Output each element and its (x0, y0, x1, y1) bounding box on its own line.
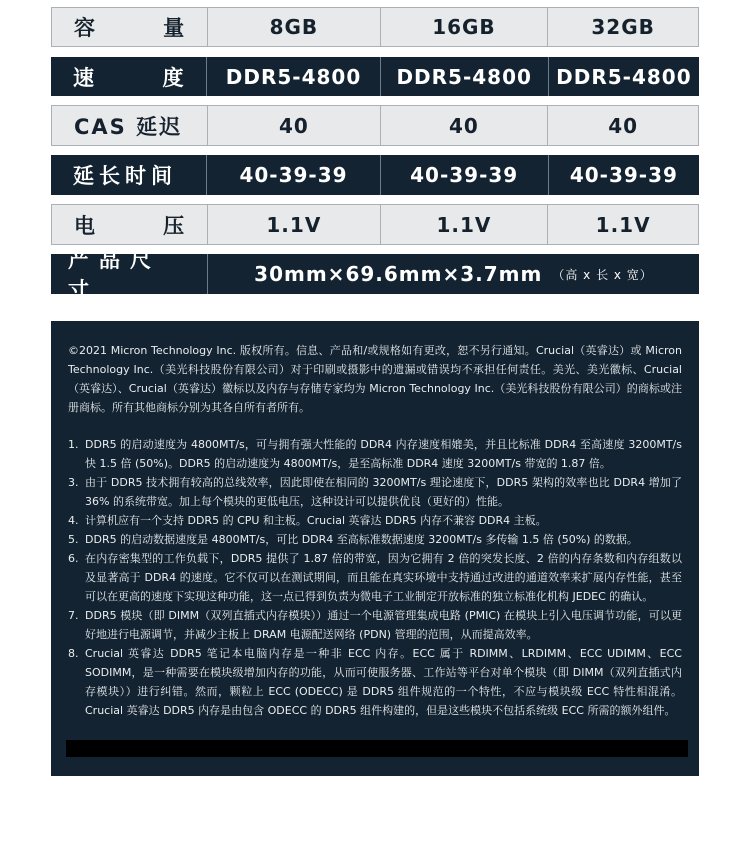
footnote-item: 8. Crucial 英睿达 DDR5 笔记本电脑内存是一种非 ECC 内存。ECC 属于 RDIMM、LRDIMM、ECC UDIMM、ECC SODIMM，是一种需要在模块级增加内存的功能，从而可使服务器、工作站等平台对单个模块（即 DIMM（双列直插式内存模块））进行纠错。然而，颗粒上 ECC (ODECC) 是 DDR5 组件规范的一个特性，不应与模块级 ECC 特性相混淆。Crucial 英睿达 DDR5 内存是由包含 ODECC 的 DDR5 组件构建的，但是这些模块不包括系统级 ECC 所需的额外组件。 (68, 647, 682, 717)
spec-label-timing: 延长时间 (73, 164, 177, 188)
spec-value: 32GB (547, 8, 698, 46)
spec-row-speed (51, 57, 699, 96)
spec-value: 40 (547, 106, 698, 145)
footnote-item: 3. 由于 DDR5 技术拥有较高的总线效率，因此即使在相同的 3200MT/s 理论速度下，DDR5 架构的效率也比 DDR4 增加了 36% 的系统带宽。加上每个模块的更低电压，这种设计可以提供优良（更好的）性能。 (68, 476, 682, 508)
copyright-text: ©2021 Micron Technology Inc. 版权所有。信息、产品和/或规格如有更改，恕不另行通知。Crucial（英睿达）或 Micron Technology Inc.（美光科技股份有限公司）对于印刷或摄影中的遗漏或错误均不承担任何责任。美光、美光徽标、Crucial（英睿达）、Crucial（英睿达）徽标以及内存与存储专家均为 Micron Technology Inc.（美光科技股份有限公司）的商标或注册商标。所有其他商标分别为其各自所有者所有。 (68, 344, 682, 414)
spec-label-voltage: 电 压 (74, 213, 185, 238)
spec-value: 40 (380, 106, 548, 145)
spec-label-capacity: 容 量 (74, 16, 185, 40)
spec-value: 40-39-39 (380, 155, 548, 195)
spec-value: 1.1V (207, 205, 380, 244)
redaction-bar (66, 740, 688, 757)
dimensions-text: 30mm×69.6mm×3.7mm (254, 262, 543, 286)
footnote-item: 5. DDR5 的启动数据速度是 4800MT/s，可比 DDR4 至高标准数据速度 3200MT/s 多传输 1.5 倍 (50%) 的数据。 (68, 533, 638, 546)
spec-row-capacity (51, 7, 699, 47)
spec-value: 1.1V (380, 205, 548, 244)
spec-value: 40-39-39 (206, 155, 379, 195)
spec-label-cas: CAS 延迟 (74, 114, 183, 139)
footnote-item: 4. 计算机应有一个支持 DDR5 的 CPU 和主板。Crucial 英睿达 DDR5 内存不兼容 DDR4 主板。 (68, 514, 547, 527)
legal-notice-panel (51, 321, 699, 776)
spec-value: 40-39-39 (548, 155, 699, 195)
dimensions-note: （高 x 长 x 宽） (552, 267, 653, 282)
spec-value: DDR5-4800 (548, 57, 699, 96)
footnote-item: 7. DDR5 模块（即 DIMM（双列直插式内存模块））通过一个电源管理集成电路 (PMIC) 在模块上引入电压调节功能，可以更好地进行电源调节，并减少主板上 DRAM 电源配送网络 (PDN) 管理的范围，从而提高效率。 (68, 609, 682, 641)
footnote-item: 6. 在内存密集型的工作负载下，DDR5 提供了 1.87 倍的带宽，因为它拥有 2 倍的突发长度、2 倍的内存条数和内存组数以及显著高于 DDR4 的速度。它不仅可以在测试期间，而且能在真实环境中支持通过改进的通道效率来扩展内存性能，甚至可以在更高的速度下实现这种功能，这一点已得到负责为微电子工业制定开放标准的独立标准化机构 JEDEC 的确认。 (68, 552, 682, 603)
spec-value: 8GB (207, 8, 380, 46)
spec-value: 16GB (380, 8, 548, 46)
spec-label-dimensions: 产品尺寸 (68, 248, 161, 302)
spec-value: DDR5-4800 (206, 57, 379, 96)
spec-row-dimensions (51, 248, 699, 302)
spec-value: 40 (207, 106, 380, 145)
footnote-list (68, 435, 682, 720)
spec-label-speed: 速 度 (73, 65, 184, 90)
spec-value: DDR5-4800 (380, 57, 548, 96)
dimensions-value (207, 254, 699, 294)
spec-row-cas (51, 105, 699, 146)
footnote-item: 1. DDR5 的启动速度为 4800MT/s，可与拥有强大性能的 DDR4 内存速度相媲美，并且比标准 DDR4 至高速度 3200MT/s 快 1.5 倍 (50%)。DDR5 的启动速度为 4800MT/s，是至高标准 DDR4 速度 3200MT/s 带宽的 1.87 倍。 (68, 438, 682, 470)
spec-row-voltage (51, 204, 699, 245)
spec-value: 1.1V (547, 205, 698, 244)
spec-row-timing (51, 155, 699, 195)
